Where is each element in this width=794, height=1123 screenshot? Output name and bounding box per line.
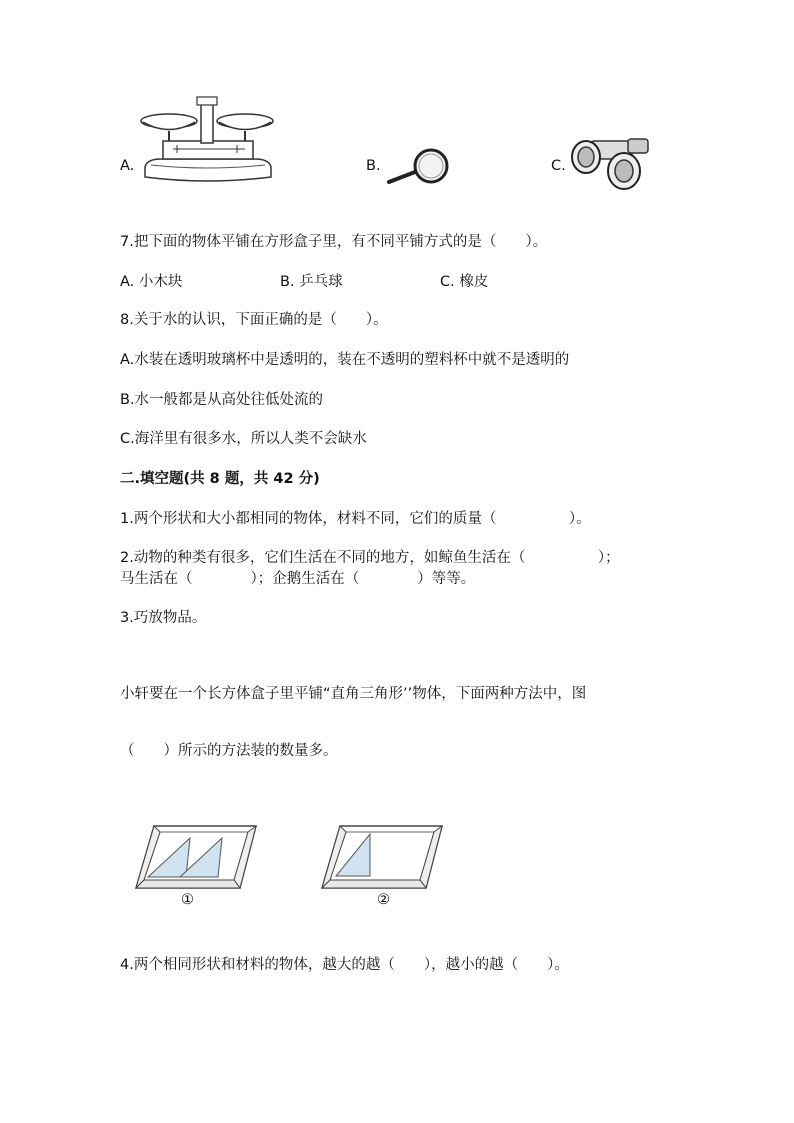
question-7-option-b: B. 乒乓球	[280, 274, 343, 290]
question-7-option-c: C. 橡皮	[440, 274, 489, 290]
fill-4-text: 4.两个相同形状和材料的物体，越大的越（ ），越小的越（ ）。	[120, 957, 569, 973]
figure-2-label: ②	[377, 892, 390, 908]
question-8-option-a: A.水装在透明玻璃杯中是透明的，装在不透明的塑料杯中就不是透明的	[120, 352, 570, 368]
fill-2-line-1: 2.动物的种类有很多，它们生活在不同的地方，如鲸鱼生活在（ ）；	[120, 550, 620, 566]
question-7-option-a: A. 小木块	[120, 274, 183, 290]
binoculars-image	[568, 133, 654, 193]
box-figure-2	[320, 820, 448, 892]
option-a-label: A.	[120, 158, 135, 174]
question-8-option-c: C.海洋里有很多水，所以人类不会缺水	[120, 431, 367, 447]
fill-1-text: 1.两个形状和大小都相同的物体，材料不同，它们的质量（ ）。	[120, 511, 591, 527]
magnifying-glass-icon	[385, 148, 455, 188]
fill-3-title: 3.巧放物品。	[120, 610, 207, 626]
balance-scale-image	[137, 95, 277, 187]
box-figure-1	[134, 820, 262, 892]
option-b-label: B.	[366, 158, 381, 174]
question-8-option-b: B.水一般都是从高处往低处流的	[120, 392, 324, 408]
fill-3-line-2: （ ）所示的方法装的数量多。	[120, 743, 338, 759]
section-2-title: 二.填空题(共 8 题，共 42 分)	[120, 471, 320, 487]
fill-2-line-2: 马生活在（ ）；企鹅生活在（ ）等等。	[120, 571, 476, 587]
fill-3-line-1: 小轩要在一个长方体盒子里平铺“直角三角形’’物体，下面两种方法中，图	[120, 686, 587, 702]
question-8-text: 8.关于水的认识，下面正确的是（ ）。	[120, 312, 388, 328]
question-7-text: 7.把下面的物体平铺在方形盒子里，有不同平铺方式的是（ ）。	[120, 234, 548, 250]
option-c-label: C.	[551, 158, 566, 174]
figure-1-label: ①	[181, 892, 194, 908]
